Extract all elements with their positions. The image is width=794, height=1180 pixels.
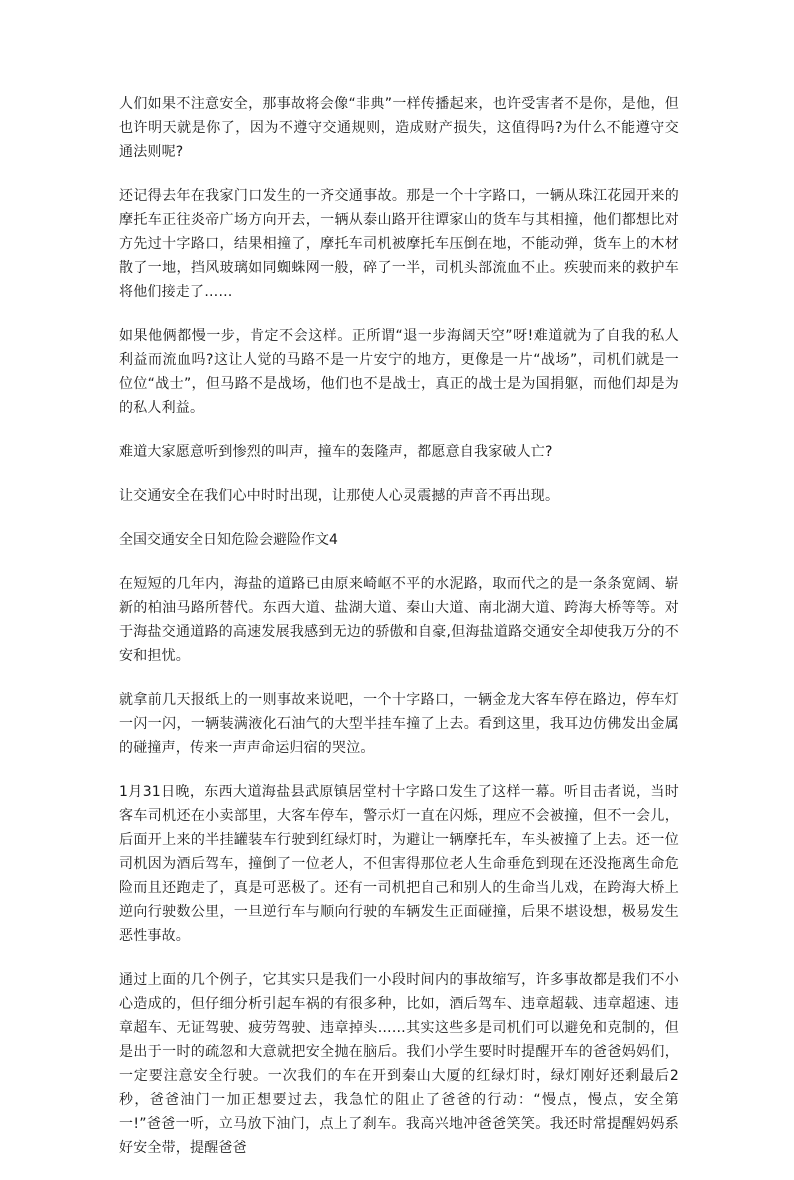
paragraph-2: 还记得去年在我家门口发生的一齐交通事故。那是一个十字路口，一辆从珠江花园开来的摩托车正往炎帝广场方向开去，一辆从泰山路开往谭家山的货车与其相撞，他们都想比对方先过十字路口，结果相撞了，摩托车司机被摩托车压倒在地，不能动弹，货车上的木材散了一地，挡风玻璃如同蜘蛛网一般，碎了一半，司机头部流血不止。疾驶而来的救护车将他们接走了…… [119,188,679,300]
document-page [119,92,679,1180]
section-heading: 全国交通安全日知危险会避险作文4 [119,532,338,548]
paragraph-5: 让交通安全在我们心中时时出现，让那使人心灵震撼的声音不再出现。 [119,488,560,504]
paragraph-3: 如果他俩都慢一步，肯定不会这样。正所谓“退一步海阔天空”呀!难道就为了自我的私人利益而流血吗?这让人觉的马路不是一片安宁的地方，更像是一片“战场”，司机们就是一位位“战士”，但马路不是战场，他们也不是战士，真正的战士是为国捐躯，而他们却是为的私人利益。 [119,328,679,416]
paragraph-9: 通过上面的几个例子，它其实只是我们一小段时间内的事故缩写，许多事故都是我们不小心造成的，但仔细分析引起车祸的有很多种，比如，酒后驾车、违章超载、违章超速、违章超车、无证驾驶、疲劳驾驶、违章掉头……其实这些多是司机们可以避免和克制的，但是出于一时的疏忽和大意就把安全抛在脑后。我们小学生要时时提醒开车的爸爸妈妈们，一定要注意安全行驶。一次我们的车在开到秦山大厦的红绿灯时，绿灯刚好还剩最后2秒，爸爸油门一加正想要过去，我急忙的阻止了爸爸的行动：“慢点，慢点，安全第一!”爸爸一听，立马放下油门，点上了刹车。我高兴地冲爸爸笑笑。我还时常提醒妈妈系好安全带，提醒爸爸 [119,972,679,1156]
paragraph-7: 就拿前几天报纸上的一则事故来说吧，一个十字路口，一辆金龙大客车停在路边，停车灯一闪一闪，一辆装满液化石油气的大型半挂车撞了上去。看到这里，我耳边仿佛发出金属的碰撞声，传来一声声命运归宿的哭泣。 [119,692,679,756]
paragraph-1: 人们如果不注意安全，那事故将会像“非典”一样传播起来，也许受害者不是你，是他，但也许明天就是你了，因为不遵守交通规则，造成财产损失，这值得吗?为什么不能遵守交通法则呢? [119,96,679,160]
paragraph-6: 在短短的几年内，海盐的道路已由原来崎岖不平的水泥路，取而代之的是一条条宽阔、崭新的柏油马路所替代。东西大道、盐湖大道、秦山大道、南北湖大道、跨海大桥等等。对于海盐交通道路的高速发展我感到无边的骄傲和自豪,但海盐道路交通安全却使我万分的不安和担忧。 [119,576,679,664]
paragraph-4: 难道大家愿意听到惨烈的叫声，撞车的轰隆声，都愿意自我家破人亡? [119,444,553,460]
paragraph-8: 1月31日晚，东西大道海盐县武原镇居堂村十字路口发生了这样一幕。听目击者说，当时客车司机还在小卖部里，大客车停车，警示灯一直在闪烁，理应不会被撞，但不一会儿，后面开上来的半挂罐装车行驶到红绿灯时，为避让一辆摩托车，车头被撞了上去。还一位司机因为酒后驾车，撞倒了一位老人，不但害得那位老人生命垂危到现在还没拖离生命危险而且还跑走了，真是可恶极了。还有一司机把自己和别人的生命当儿戏，在跨海大桥上逆向行驶数公里，一旦逆行车与顺向行驶的车辆发生正面碰撞，后果不堪设想，极易发生恶性事故。 [119,784,679,944]
